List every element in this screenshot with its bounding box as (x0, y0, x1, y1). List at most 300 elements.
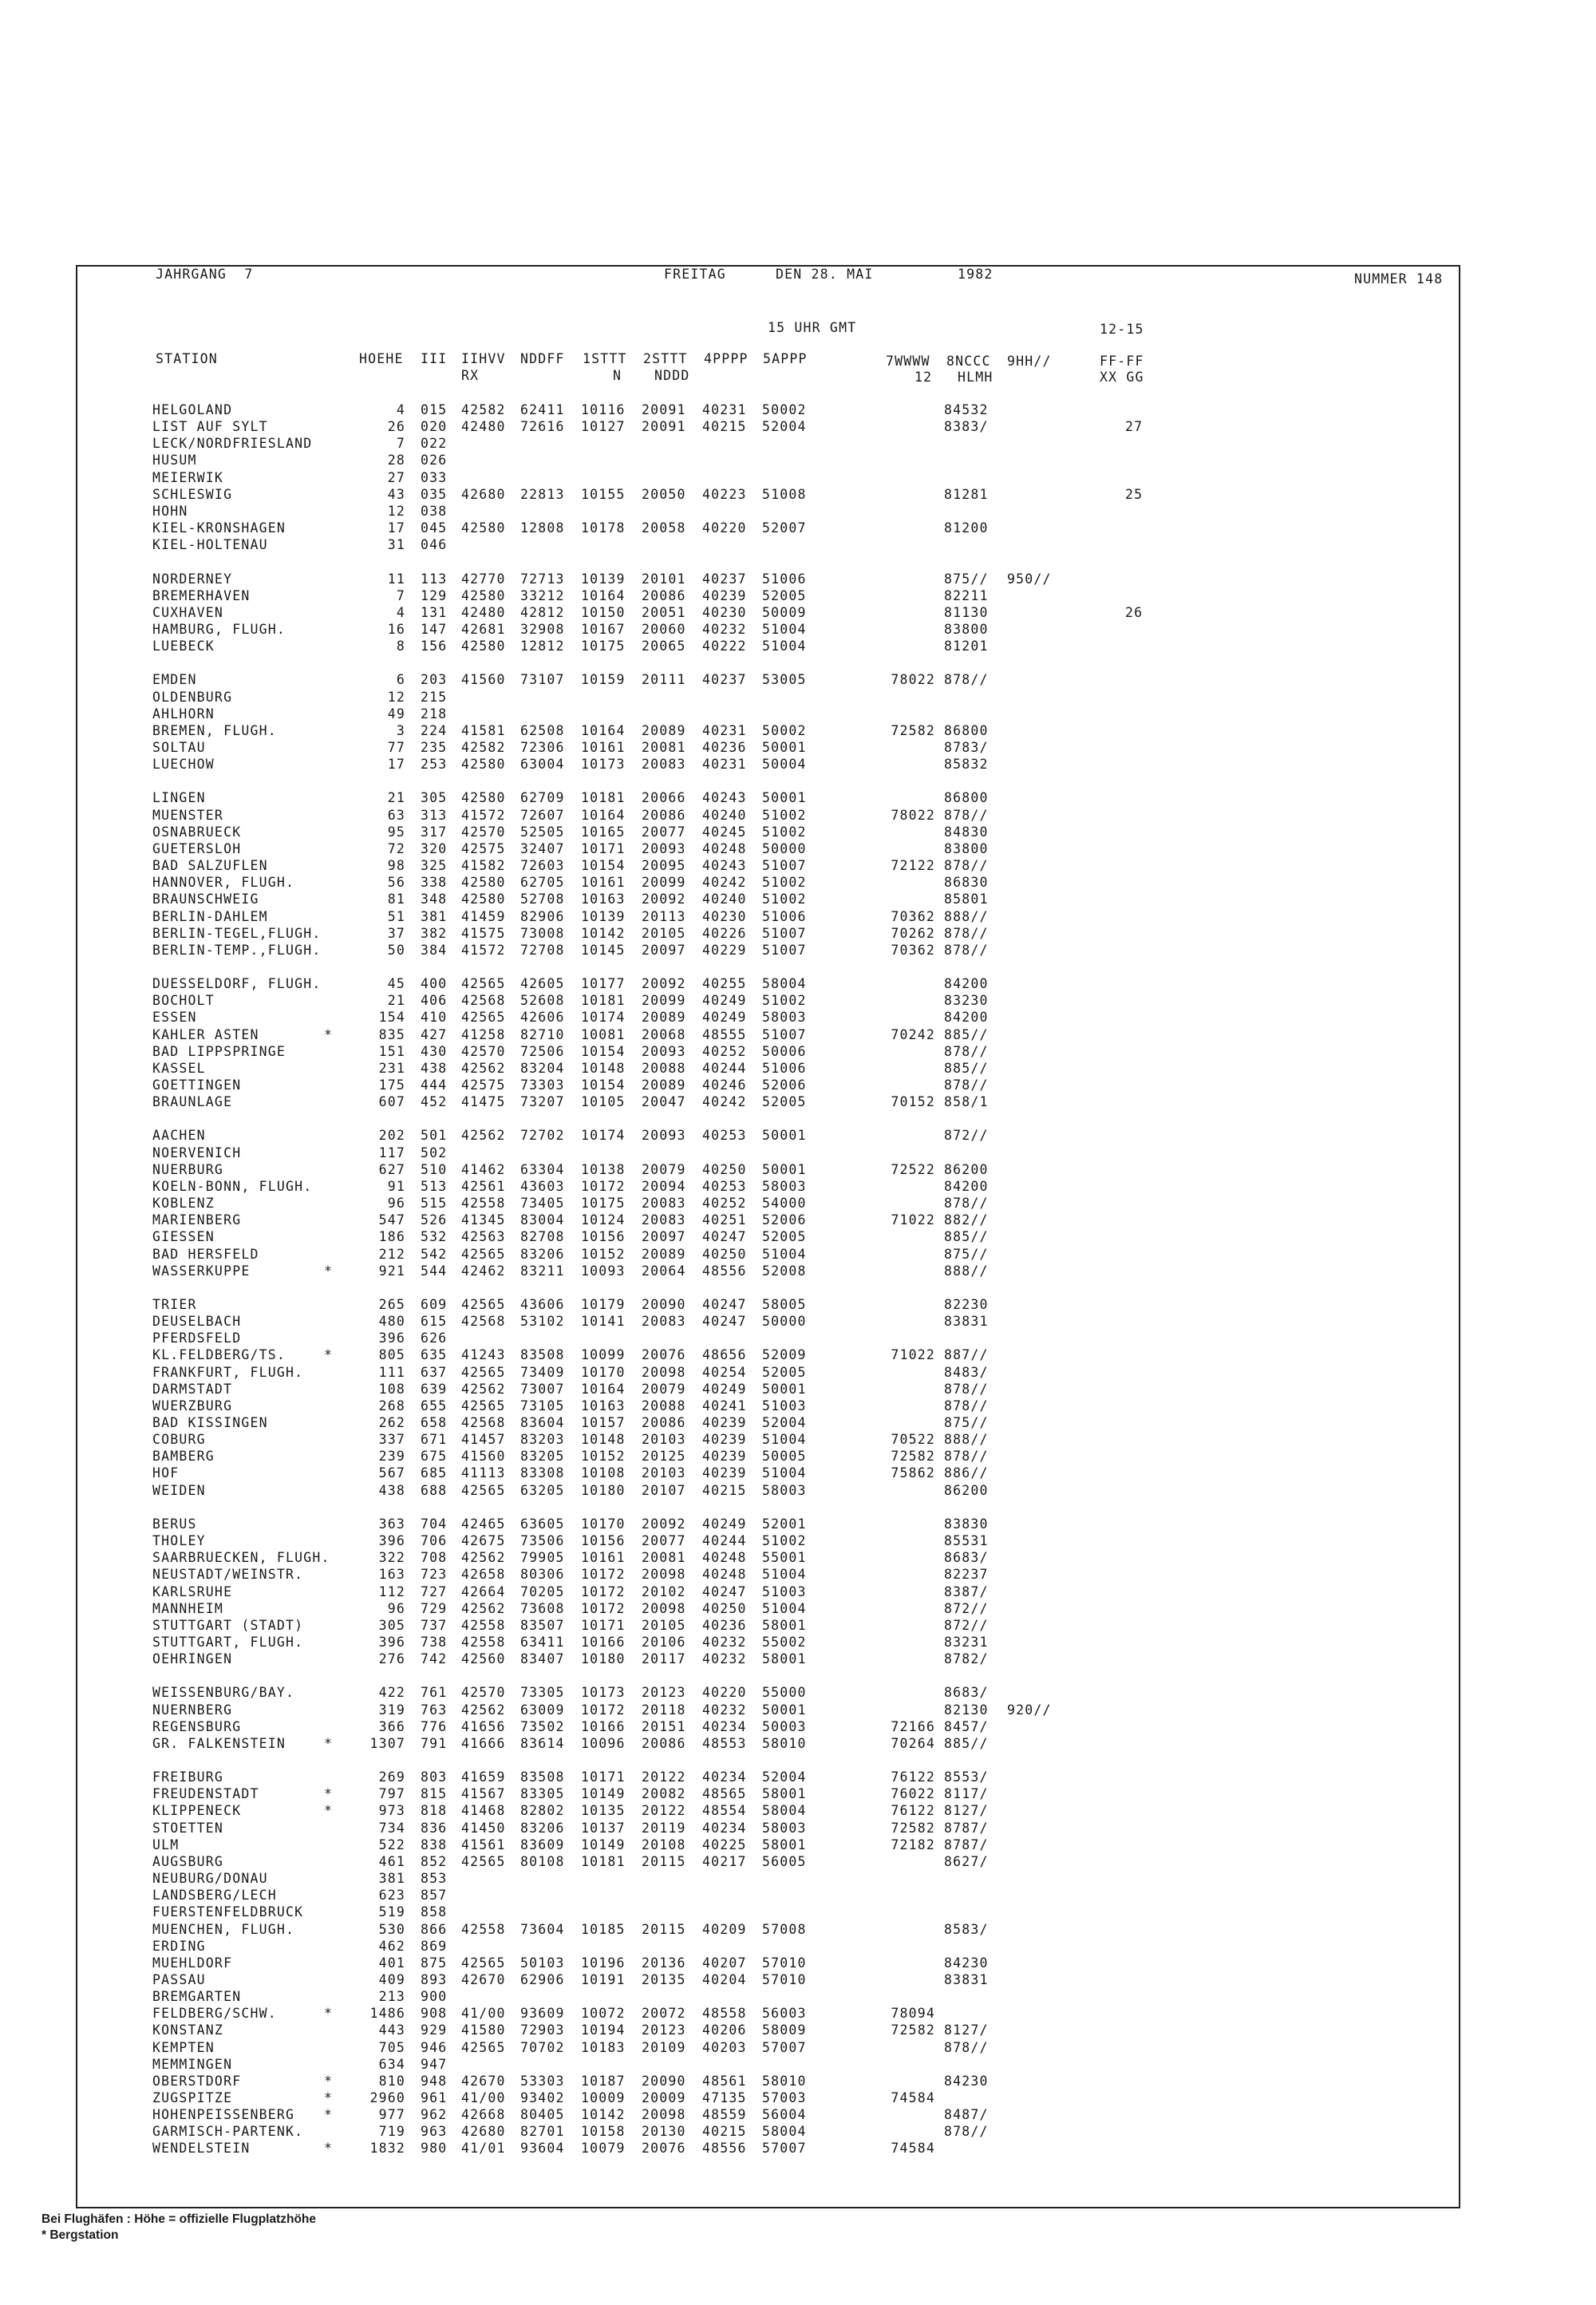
station-name: BREMERHAVEN (152, 587, 251, 603)
group-5appp: 50001 (762, 1161, 807, 1177)
block-number: 515 (421, 1196, 448, 1212)
nddff: 80405 (520, 2107, 565, 2123)
table-row (0, 1195, 1596, 1212)
group-2sttt: 20060 (642, 621, 686, 637)
group-4pppp: 40246 (702, 1077, 747, 1093)
group-2sttt: 20115 (642, 1853, 686, 1869)
group-8nccc: 82237 (944, 1567, 989, 1583)
group-8nccc: 82130 (944, 1702, 989, 1718)
group-4pppp: 40242 (702, 875, 747, 891)
group-4pppp: 40252 (702, 1196, 747, 1212)
group-1sttt: 10009 (581, 2090, 626, 2105)
group-1sttt: 10099 (581, 1347, 626, 1363)
table-row (0, 925, 1596, 942)
nddff: 82802 (520, 1803, 565, 1819)
mountain-marker: * (324, 2107, 334, 2123)
group-4pppp: 40252 (702, 1043, 747, 1059)
hoehe: 973 (378, 1803, 405, 1819)
col-8nccc-sub: HLMH (958, 370, 994, 385)
iihvv: 41656 (461, 1718, 506, 1734)
station-name: BRAUNSCHWEIG (152, 892, 259, 907)
table-row (0, 1566, 1596, 1583)
group-8nccc: 8683/ (944, 1685, 989, 1701)
group-4pppp: 48656 (702, 1347, 747, 1363)
group-2sttt: 20079 (642, 1161, 686, 1177)
group-5appp: 51006 (762, 571, 807, 587)
block-number: 113 (421, 571, 448, 587)
group-8nccc: 83830 (944, 1516, 989, 1532)
group-1sttt: 10152 (581, 1449, 626, 1465)
station-name: GIESSEN (152, 1229, 215, 1245)
header-weekday: FREITAG (664, 267, 726, 282)
table-row (0, 1802, 1596, 1819)
hoehe: 163 (378, 1567, 405, 1583)
station-name: PASSAU (152, 1971, 206, 1987)
table-row (0, 1346, 1596, 1363)
group-5appp: 57003 (762, 2090, 807, 2105)
iihvv: 42565 (461, 1398, 506, 1413)
group-2sttt: 20091 (642, 402, 686, 417)
group-5appp: 52005 (762, 1229, 807, 1245)
mountain-marker: * (324, 1803, 334, 1819)
hoehe: 12 (387, 503, 405, 519)
table-row (0, 1634, 1596, 1651)
hoehe: 530 (378, 1921, 405, 1937)
hoehe: 26 (387, 419, 405, 435)
group-1sttt: 10166 (581, 1634, 626, 1650)
station-name: OEHRINGEN (152, 1651, 233, 1667)
group-5appp: 50000 (762, 1314, 807, 1330)
block-number: 026 (421, 453, 448, 469)
iihvv: 42664 (461, 1583, 506, 1599)
station-name: SOLTAU (152, 740, 206, 755)
hoehe: 239 (378, 1449, 405, 1465)
group-5appp: 58009 (762, 2022, 807, 2038)
table-row (0, 756, 1596, 773)
group-1sttt: 10164 (581, 807, 626, 823)
group-4pppp: 40223 (702, 486, 747, 502)
station-name: WASSERKUPPE (152, 1263, 251, 1279)
group-1sttt: 10194 (581, 2022, 626, 2038)
station-name: BREMGARTEN (152, 1989, 242, 2005)
group-2sttt: 20064 (642, 1263, 686, 1279)
block-number: 900 (421, 1989, 448, 2005)
station-name: KL.FELDBERG/TS. (152, 1347, 286, 1363)
station-name: BAD KISSINGEN (152, 1415, 268, 1430)
group-8nccc: 84200 (944, 976, 989, 992)
station-name: HUSUM (152, 453, 197, 469)
hoehe: 805 (378, 1347, 405, 1363)
iihvv: 41258 (461, 1026, 506, 1042)
hoehe: 72 (387, 840, 405, 856)
iihvv: 42565 (461, 1482, 506, 1498)
group-2sttt: 20095 (642, 858, 686, 874)
group-1sttt: 10181 (581, 790, 626, 806)
station-name: BAD LIPPSPRINGE (152, 1043, 286, 1059)
group-4pppp: 40239 (702, 1465, 747, 1481)
group-5appp: 51002 (762, 892, 807, 907)
table-row (0, 1009, 1596, 1026)
iihvv: 41560 (461, 1449, 506, 1465)
group-5appp: 50002 (762, 722, 807, 738)
table-row (0, 1617, 1596, 1634)
group-5appp: 52004 (762, 1415, 807, 1430)
station-name: SCHLESWIG (152, 486, 233, 502)
station-name: LINGEN (152, 790, 206, 806)
group-4pppp: 40232 (702, 1634, 747, 1650)
group-8nccc: 878// (944, 858, 989, 874)
group-8nccc: 83800 (944, 840, 989, 856)
station-name: GOETTINGEN (152, 1077, 242, 1093)
group-1sttt: 10135 (581, 1803, 626, 1819)
station-name: MEIERWIK (152, 469, 224, 485)
hoehe: 108 (378, 1381, 405, 1397)
group-1sttt: 10156 (581, 1229, 626, 1245)
block-number: 542 (421, 1246, 448, 1262)
group-5appp: 56005 (762, 1853, 807, 1869)
group-4pppp: 40247 (702, 1314, 747, 1330)
hoehe: 1486 (369, 2006, 405, 2022)
hoehe: 2960 (369, 2090, 405, 2105)
nddff: 43603 (520, 1178, 565, 1194)
col-station: STATION (156, 351, 218, 366)
group-4pppp: 40250 (702, 1246, 747, 1262)
hoehe: 43 (387, 486, 405, 502)
hoehe: 461 (378, 1853, 405, 1869)
group-8nccc: 84532 (944, 402, 989, 417)
hoehe: 276 (378, 1651, 405, 1667)
group-4pppp: 40237 (702, 672, 747, 688)
table-row (0, 638, 1596, 654)
group-5appp: 51002 (762, 824, 807, 840)
col-nddff: NDDFF (520, 351, 565, 366)
group-4pppp: 40206 (702, 2022, 747, 2038)
table-row (0, 840, 1596, 857)
group-1sttt: 10138 (581, 1161, 626, 1177)
group-2sttt: 20083 (642, 757, 686, 773)
table-row (0, 1988, 1596, 2005)
nddff: 22813 (520, 486, 565, 502)
group-5appp: 51004 (762, 1246, 807, 1262)
nddff: 83508 (520, 1347, 565, 1363)
iihvv: 42681 (461, 621, 506, 637)
nddff: 72616 (520, 419, 565, 435)
group-4pppp: 40230 (702, 908, 747, 924)
nddff: 63411 (520, 1634, 565, 1650)
col-hoehe: HOEHE (359, 351, 404, 366)
hoehe: 27 (387, 469, 405, 485)
block-number: 857 (421, 1888, 448, 1904)
group-7wwww: 72582 (891, 2022, 935, 2038)
nddff: 62705 (520, 875, 565, 891)
group-1sttt: 10164 (581, 587, 626, 603)
group-5appp: 58004 (762, 1803, 807, 1819)
group-1sttt: 10174 (581, 1010, 626, 1026)
group-8nccc: 872// (944, 1128, 989, 1144)
col-1sttt: 1STTT (583, 351, 627, 366)
group-2sttt: 20065 (642, 639, 686, 654)
group-5appp: 50009 (762, 604, 807, 620)
table-row (0, 1330, 1596, 1346)
group-5appp: 51006 (762, 908, 807, 924)
hoehe: 1832 (369, 2141, 405, 2157)
group-8nccc: 81201 (944, 639, 989, 654)
block-number: 615 (421, 1314, 448, 1330)
iihvv: 41582 (461, 858, 506, 874)
iihvv: 41/00 (461, 2090, 506, 2105)
table-row (0, 1482, 1596, 1499)
group-8nccc: 83230 (944, 993, 989, 1009)
group-1sttt: 10163 (581, 1398, 626, 1413)
table-row (0, 1381, 1596, 1398)
group-1sttt: 10072 (581, 2006, 626, 2022)
table-row (0, 975, 1596, 992)
hoehe: 322 (378, 1550, 405, 1566)
nddff: 62709 (520, 790, 565, 806)
block-number: 908 (421, 2006, 448, 2022)
iihvv: 41450 (461, 1820, 506, 1836)
group-5appp: 51008 (762, 486, 807, 502)
group-8nccc: 8457/ (944, 1718, 989, 1734)
group-2sttt: 20089 (642, 1246, 686, 1262)
table-row (0, 1532, 1596, 1549)
table-row (0, 1735, 1596, 1752)
nddff: 72713 (520, 571, 565, 587)
hoehe: 409 (378, 1971, 405, 1987)
group-8nccc: 84200 (944, 1010, 989, 1026)
group-4pppp: 40215 (702, 419, 747, 435)
station-name: FUERSTENFELDBRUCK (152, 1904, 304, 1920)
block-number: 338 (421, 875, 448, 891)
iihvv: 41475 (461, 1094, 506, 1110)
group-2sttt: 20081 (642, 1550, 686, 1566)
group-2sttt: 20089 (642, 722, 686, 738)
hoehe: 265 (378, 1296, 405, 1312)
hoehe: 17 (387, 757, 405, 773)
group-5appp: 50001 (762, 1381, 807, 1397)
iihvv: 42565 (461, 1296, 506, 1312)
hoehe: 7 (396, 587, 405, 603)
iihvv: 42565 (461, 1955, 506, 1971)
group-2sttt: 20088 (642, 1398, 686, 1413)
block-number: 430 (421, 1043, 448, 1059)
block-number: 948 (421, 2073, 448, 2089)
group-1sttt: 10150 (581, 604, 626, 620)
block-number: 320 (421, 840, 448, 856)
station-name: LUEBECK (152, 639, 215, 654)
block-number: 215 (421, 689, 448, 705)
group-5appp: 51007 (762, 858, 807, 874)
group-5appp: 51003 (762, 1583, 807, 1599)
group-8nccc: 8487/ (944, 2107, 989, 2123)
gusts: 26 (1125, 604, 1144, 620)
group-8nccc: 82211 (944, 587, 989, 603)
nddff: 83407 (520, 1651, 565, 1667)
group-2sttt: 20079 (642, 1381, 686, 1397)
group-2sttt: 20092 (642, 976, 686, 992)
iihvv: 42480 (461, 604, 506, 620)
group-7wwww: 78022 (891, 807, 935, 823)
iihvv: 42562 (461, 1381, 506, 1397)
group-7wwww: 70522 (891, 1432, 935, 1448)
station-name: LIST AUF SYLT (152, 419, 268, 435)
group-8nccc: 84830 (944, 824, 989, 840)
iihvv: 42558 (461, 1921, 506, 1937)
block-number: 325 (421, 858, 448, 874)
station-name: MARIENBERG (152, 1212, 242, 1228)
table-row (0, 722, 1596, 739)
group-4pppp: 40247 (702, 1296, 747, 1312)
group-5appp: 51006 (762, 1060, 807, 1076)
station-name: KIEL-HOLTENAU (152, 537, 268, 553)
station-name: BAMBERG (152, 1449, 215, 1465)
station-name: FREIBURG (152, 1769, 224, 1785)
group-7wwww: 76022 (891, 1786, 935, 1802)
group-8nccc: 878// (944, 2124, 989, 2140)
iihvv: 42670 (461, 2073, 506, 2089)
group-8nccc: 8383/ (944, 419, 989, 435)
station-name: GR. FALKENSTEIN (152, 1735, 286, 1751)
group-5appp: 58001 (762, 1651, 807, 1667)
hoehe: 81 (387, 892, 405, 907)
group-5appp: 50002 (762, 402, 807, 417)
group-2sttt: 20123 (642, 2022, 686, 2038)
nddff: 82710 (520, 1026, 565, 1042)
table-row (0, 503, 1596, 520)
group-1sttt: 10096 (581, 1735, 626, 1751)
block-number: 532 (421, 1229, 448, 1245)
block-number: 836 (421, 1820, 448, 1836)
nddff: 70205 (520, 1583, 565, 1599)
group-7wwww: 76122 (891, 1769, 935, 1785)
iihvv: 42462 (461, 1263, 506, 1279)
station-name: PFERDSFELD (152, 1330, 242, 1346)
nddff: 83604 (520, 1415, 565, 1430)
iihvv: 41243 (461, 1347, 506, 1363)
group-1sttt: 10172 (581, 1583, 626, 1599)
group-4pppp: 40239 (702, 1449, 747, 1465)
table-row (0, 2090, 1596, 2106)
table-row (0, 1077, 1596, 1093)
hoehe: 522 (378, 1836, 405, 1852)
iihvv: 42565 (461, 1364, 506, 1380)
group-2sttt: 20081 (642, 740, 686, 755)
iihvv: 42582 (461, 740, 506, 755)
group-2sttt: 20111 (642, 672, 686, 688)
group-2sttt: 20066 (642, 790, 686, 806)
block-number: 929 (421, 2022, 448, 2038)
table-row (0, 1702, 1596, 1718)
table-row (0, 1853, 1596, 1870)
group-1sttt: 10163 (581, 892, 626, 907)
hoehe: 49 (387, 706, 405, 722)
table-row (0, 1398, 1596, 1414)
hoehe: 96 (387, 1196, 405, 1212)
hoehe: 422 (378, 1685, 405, 1701)
table-row (0, 1060, 1596, 1077)
hoehe: 21 (387, 993, 405, 1009)
group-8nccc: 8583/ (944, 1921, 989, 1937)
nddff: 62508 (520, 722, 565, 738)
group-1sttt: 10156 (581, 1533, 626, 1549)
group-8nccc: 878// (944, 1381, 989, 1397)
col-1sttt-sub: N (613, 368, 622, 383)
iihvv: 42565 (461, 976, 506, 992)
group-1sttt: 10158 (581, 2124, 626, 2140)
header-jahrgang: JAHRGANG 7 (156, 267, 254, 282)
col-5appp: 5APPP (763, 351, 808, 366)
group-8nccc: 86800 (944, 790, 989, 806)
hoehe: 202 (378, 1128, 405, 1144)
block-number: 626 (421, 1330, 448, 1346)
group-4pppp: 40209 (702, 1921, 747, 1937)
group-7wwww: 71022 (891, 1212, 935, 1228)
block-number: 704 (421, 1516, 448, 1532)
block-number: 033 (421, 469, 448, 485)
table-row (0, 604, 1596, 621)
group-2sttt: 20091 (642, 419, 686, 435)
station-name: STUTTGART (STADT) (152, 1617, 304, 1633)
station-name: REGENSBURG (152, 1718, 242, 1734)
station-name: FREUDENSTADT (152, 1786, 259, 1802)
group-2sttt: 20047 (642, 1094, 686, 1110)
hoehe: 268 (378, 1398, 405, 1413)
table-row (0, 469, 1596, 486)
station-name: WENDELSTEIN (152, 2141, 251, 2157)
group-2sttt: 20072 (642, 2006, 686, 2022)
group-5appp: 51004 (762, 639, 807, 654)
block-number: 452 (421, 1094, 448, 1110)
group-8nccc: 878// (944, 1043, 989, 1059)
group-5appp: 58010 (762, 2073, 807, 2089)
block-number: 253 (421, 757, 448, 773)
group-1sttt: 10173 (581, 1685, 626, 1701)
mountain-marker: * (324, 2090, 334, 2105)
station-name: KASSEL (152, 1060, 206, 1076)
group-2sttt: 20009 (642, 2090, 686, 2105)
station-name: CUXHAVEN (152, 604, 224, 620)
iihvv: 42563 (461, 1229, 506, 1245)
hoehe: 4 (396, 604, 405, 620)
table-row (0, 1870, 1596, 1887)
iihvv: 41/01 (461, 2141, 506, 2157)
group-4pppp: 40253 (702, 1178, 747, 1194)
nddff: 82906 (520, 908, 565, 924)
group-2sttt: 20107 (642, 1482, 686, 1498)
group-8nccc: 885// (944, 1735, 989, 1751)
header-year: 1982 (958, 267, 994, 282)
iihvv: 42562 (461, 1550, 506, 1566)
table-row (0, 857, 1596, 874)
block-number: 675 (421, 1449, 448, 1465)
group-5appp: 50001 (762, 1702, 807, 1718)
col-iii: III (421, 351, 448, 366)
mountain-marker: * (324, 1026, 334, 1042)
group-1sttt: 10183 (581, 2039, 626, 2055)
nddff: 82701 (520, 2124, 565, 2140)
group-5appp: 50001 (762, 740, 807, 755)
table-row (0, 452, 1596, 469)
block-number: 427 (421, 1026, 448, 1042)
group-5appp: 58003 (762, 1178, 807, 1194)
block-number: 129 (421, 587, 448, 603)
station-name: FELDBERG/SCHW. (152, 2006, 277, 2022)
group-4pppp: 40231 (702, 402, 747, 417)
iihvv: 42568 (461, 1415, 506, 1430)
hoehe: 77 (387, 740, 405, 755)
group-4pppp: 48565 (702, 1786, 747, 1802)
table-row (0, 1600, 1596, 1617)
